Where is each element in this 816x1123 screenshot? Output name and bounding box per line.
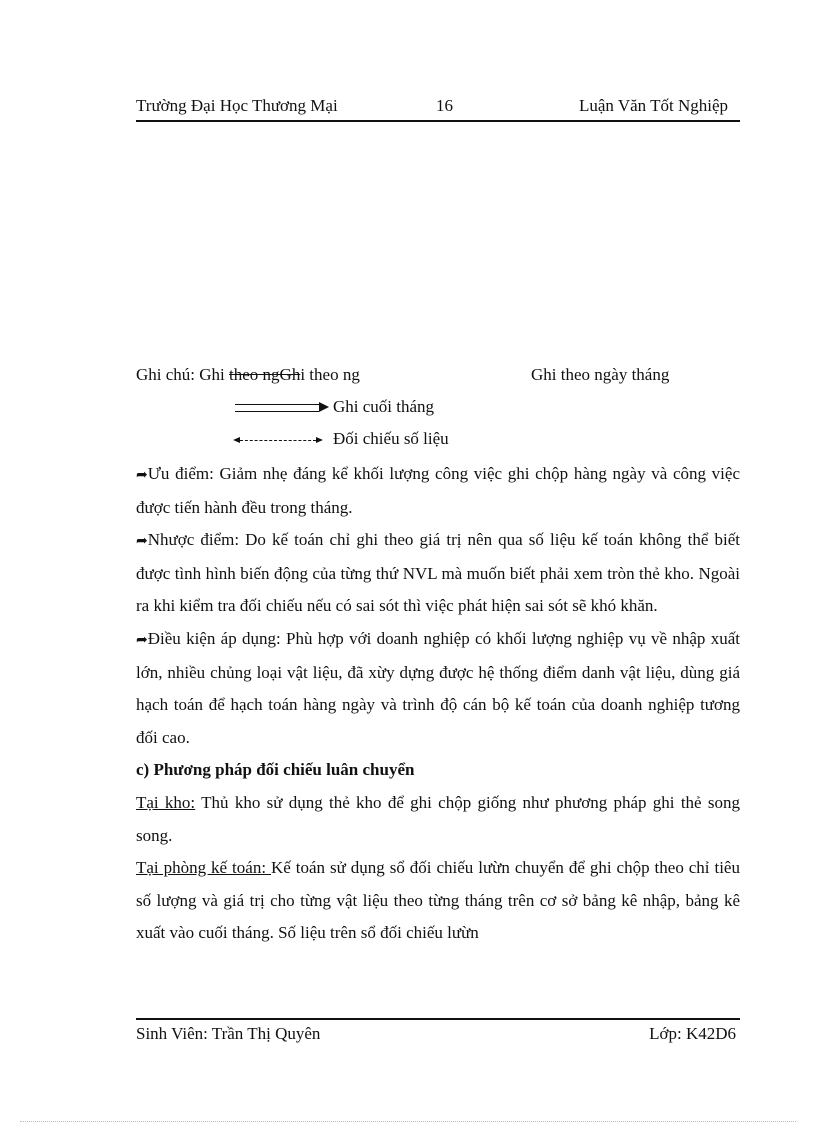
footer-student: Sinh Viên: Trần Thị Quyên [136, 1024, 321, 1043]
legend [136, 362, 740, 458]
disadvantage-paragraph [136, 524, 740, 623]
accounting-paragraph [136, 852, 740, 950]
legend-monthly: Ghi cuối tháng [333, 397, 435, 416]
curved-arrow-icon: ➦ [136, 631, 148, 648]
legend-row-reconcile [136, 426, 740, 458]
legend-overlap-prefix: Ghi [199, 365, 230, 384]
warehouse-label: Tại kho: [136, 792, 196, 812]
legend-daily: Ghi theo ngày tháng [531, 365, 670, 384]
footer-class: Lớp: K42D6 [649, 1024, 736, 1043]
curved-arrow-icon: ➦ [136, 467, 148, 483]
legend-reconcile: Đối chiếu số liệu [333, 429, 449, 448]
accounting-label: Tại phòng kế toán: [136, 858, 271, 878]
warehouse-text: Thủ kho sử dụng thẻ kho để ghi chộp giống như phương pháp ghi thẻ song song. [136, 792, 740, 845]
page-bottom-border [20, 1121, 796, 1122]
advantage-text: Ưu điểm: Giảm nhẹ đáng kể khối lượng công việc ghi chộp hàng ngày và công việc được tiến hành đều trong tháng. [136, 464, 740, 517]
legend-overlap-strike: theo ngGh [229, 365, 301, 384]
legend-label: Ghi chú: [136, 365, 200, 384]
header-title: Luận Văn Tốt Nghiệp [578, 96, 728, 115]
body-text [136, 458, 740, 950]
legend-text-overlap [136, 365, 360, 385]
page-header [136, 96, 740, 120]
legend-row-monthly [136, 394, 740, 426]
condition-paragraph [136, 623, 740, 754]
header-page-number: 16 [436, 96, 453, 115]
curved-arrow-icon: ➦ [136, 533, 148, 550]
warehouse-paragraph [136, 787, 740, 852]
condition-text: Điều kiện áp dụng: Phù hợp với doanh nghiệp có khối lượng nghiệp vụ về nhập xuất lớn, nhiều chủng loại vật liệu, đã xừy dựng được hệ thống điểm danh vật liệu, dùng giá hạch toán để hạch toán hàng ngày và trình độ cán bộ kế toán của doanh nghiệp tương đối cao. [136, 628, 740, 747]
dashed-bidirectional-arrow-icon [240, 440, 316, 441]
header-school: Trường Đại Học Thương Mại [136, 96, 338, 115]
accounting-text: Kế toán sử dụng sổ đối chiếu lưừn chuyển để ghi chộp theo chỉ tiêu số lượng và giá trị cho từng vật liệu theo từng tháng trên cơ sở bảng kê nhập, bảng kê xuất vào cuối tháng. Số liệu trên sổ đối chiếu lưừn [136, 858, 740, 943]
legend-overlap-suffix: i theo ng [300, 365, 360, 384]
legend-row-label [136, 362, 740, 394]
page-footer [136, 1024, 740, 1046]
header-rule [136, 120, 740, 122]
advantage-paragraph [136, 458, 740, 524]
disadvantage-text: Nhược điểm: Do kế toán chỉ ghi theo giá trị nên qua số liệu kế toán không thể biết được tình hình biến động của từng thứ NVL mà muốn biết phải xem tròn thẻ kho. Ngoài ra khi kiểm tra đối chiếu nếu có sai sót thì việc phát hiện sai sót sẽ khó khăn. [136, 530, 740, 616]
section-title: c) Phương pháp đối chiếu luân chuyển [136, 760, 415, 780]
footer-rule [136, 1018, 740, 1020]
double-arrow-icon [235, 404, 319, 412]
